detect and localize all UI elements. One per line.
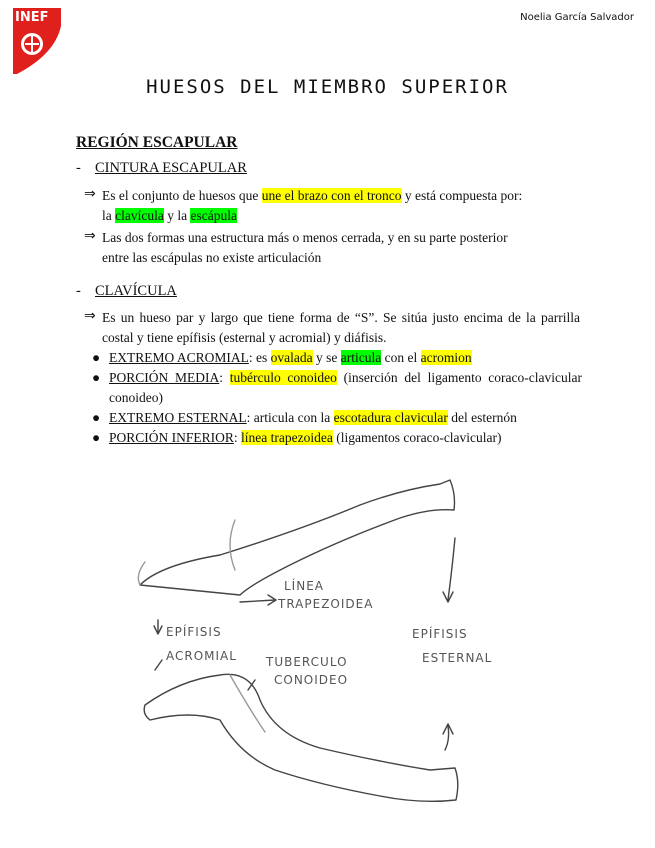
- term: EXTREMO ESTERNAL: [109, 410, 247, 425]
- clavicle-top-outline: [140, 480, 455, 595]
- double-arrow-icon: ⇒: [84, 228, 96, 244]
- highlight-text: clavícula: [115, 208, 164, 223]
- bullet-icon: ●: [92, 350, 101, 365]
- label-epifisis-acromial-1: EPÍFISIS: [166, 625, 222, 639]
- text: :: [219, 370, 230, 385]
- list-item: [92, 368, 582, 408]
- label-epifisis-esternal-2: ESTERNAL: [422, 651, 493, 665]
- text: Las dos formas una estructura más o menos cerrada, y en su parte posterior: [102, 230, 508, 245]
- label-epifisis-acromial-2: ACROMIAL: [166, 649, 237, 663]
- text: y está compuesta por:: [401, 188, 523, 203]
- text: con el: [381, 350, 421, 365]
- label-tuberculo-1: TUBERCULO: [266, 655, 348, 669]
- clavicle-bottom-outline: [144, 674, 458, 801]
- label-tuberculo-2: CONOIDEO: [274, 673, 349, 687]
- double-arrow-icon: ⇒: [84, 308, 96, 324]
- double-arrow-icon: ⇒: [84, 186, 96, 202]
- bullet-icon: ●: [92, 410, 101, 425]
- text: del esternón: [447, 410, 517, 425]
- highlight-text: escápula: [190, 208, 237, 223]
- highlight-text: tubérculo conoideo: [229, 370, 337, 385]
- clavicle-drawing: [100, 470, 540, 830]
- bullet-icon: ●: [92, 370, 101, 385]
- subsection-label: CINTURA ESCAPULAR: [95, 160, 247, 176]
- text: y la: [163, 208, 191, 223]
- clavicula-bullet-list: [92, 348, 582, 448]
- text: : es: [248, 350, 271, 365]
- text: entre las escápulas no existe articulación: [102, 250, 322, 265]
- highlight-text: escotadura clavicular: [333, 410, 448, 425]
- subsection-cintura: [76, 160, 247, 177]
- arrow-acromial-bottom: [155, 660, 162, 670]
- logo-text: INEF: [15, 10, 49, 25]
- highlight-text: acromion: [420, 350, 472, 365]
- highlight-text: une el brazo con el tronco: [261, 188, 402, 203]
- text: : articula con la: [246, 410, 334, 425]
- text: :: [233, 430, 242, 445]
- dash-marker: -: [76, 160, 81, 176]
- arrow-epifisis-esternal: [448, 538, 455, 600]
- arrow-linea-trapezoidea: [240, 600, 275, 602]
- label-epifisis-esternal-1: EPÍFISIS: [412, 627, 468, 641]
- cintura-paragraph-1: [102, 186, 582, 226]
- text: (inserción del ligamento coraco-clavicular conoideo): [109, 370, 582, 405]
- clavicula-paragraph: Es un hueso par y largo que tiene forma de “S”. Se sitúa justo encima de la parrilla costal y tiene epífisis (esternal y acromial) y diáfisis.: [102, 310, 580, 345]
- author-name: Noelia García Salvador: [520, 12, 634, 23]
- section-title: REGIÓN ESCAPULAR: [76, 134, 238, 151]
- text: Es el conjunto de huesos que: [102, 188, 262, 203]
- dash-marker: -: [76, 283, 81, 299]
- label-linea-2: TRAPEZOIDEA: [278, 597, 374, 611]
- term: PORCIÓN INFERIOR: [109, 430, 234, 445]
- highlight-text: línea trapezoidea: [241, 430, 333, 445]
- highlight-text: ovalada: [270, 350, 313, 365]
- cintura-paragraph-2: [102, 228, 582, 268]
- text: la: [102, 208, 116, 223]
- highlight-text: articula: [340, 350, 382, 365]
- inef-logo: [11, 6, 63, 76]
- text: (ligamentos coraco-clavicular): [332, 430, 502, 445]
- label-linea-1: LÍNEA: [284, 579, 324, 593]
- page-title: HUESOS DEL MIEMBRO SUPERIOR: [146, 76, 509, 98]
- term: EXTREMO ACROMIAL: [109, 350, 249, 365]
- list-item: [92, 428, 582, 448]
- subsection-clavicula: [76, 283, 177, 300]
- text: y se: [312, 350, 341, 365]
- list-item: [92, 408, 582, 428]
- bullet-icon: ●: [92, 430, 101, 445]
- term: PORCIÓN MEDIA: [109, 370, 220, 385]
- list-item: [92, 348, 582, 368]
- subsection-label: CLAVÍCULA: [95, 283, 177, 299]
